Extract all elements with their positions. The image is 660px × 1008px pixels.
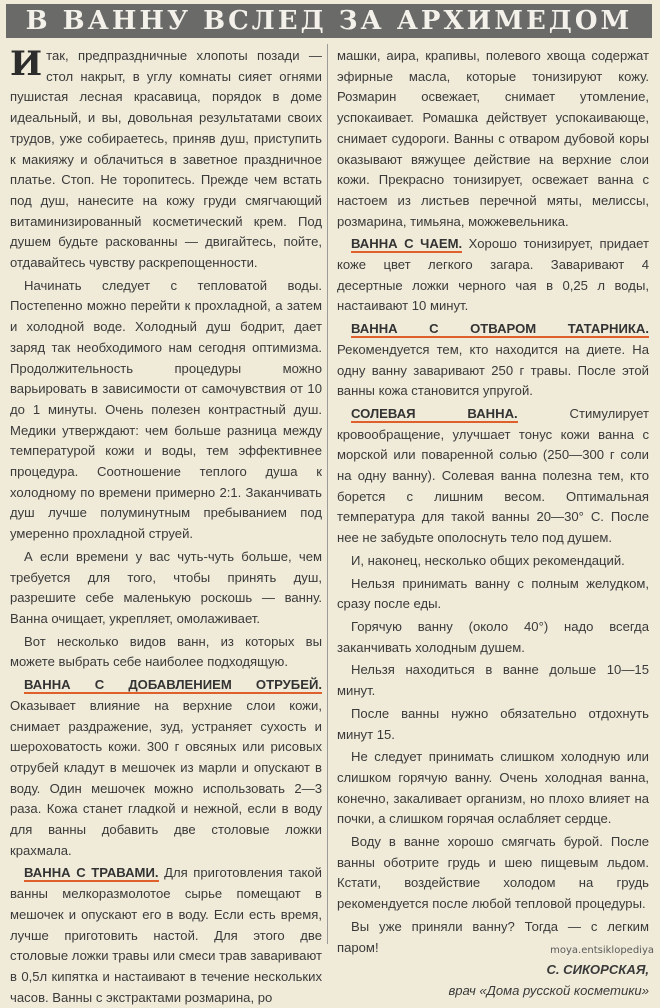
paragraph: Воду в ванне хорошо смягчать бурой. После ванны оботрите грудь и шею пищевым льдом. Кстати, воздействие холодом на грудь рекомендуется после любой тепловой процедуры.: [337, 834, 649, 912]
section-text: Рекомендуется тем, кто находится на диете. На одну ванну заваривают 250 г травы. После этой ванны кожа становится упругой.: [337, 341, 649, 399]
paragraph: Горячую ванну (около 40°) надо всегда заканчивать холодным душем.: [337, 618, 649, 655]
signature-name: С. СИКОРСКАЯ,: [546, 962, 649, 978]
paragraph: Начинать следует с тепловатой воды. Постепенно можно перейти к прохладной, а затем и холодной воде. Холодный душ бодрит, дает заряд так необходимого нам сегодня оптимизма. Продолжительность процедуры можно варьировать в зависимости от самочувствия от 10 до 1 минуты. Очень полезен контрастный душ. Медики утверждают: чем больше разница между температурой кожи и воды, тем эффективнее процедура. Соотношение теплого душа к холодному по времени примерно 2:1. Заканчивать душ лучше полуминутным пребыванием под умеренно прохладной струей.: [10, 277, 322, 542]
section-text: Стимулирует кровообращение, улучшает тонус кожи ванна с морской или поваренной солью (250—300 г соли на одну ванну). Солевая ванна полезна тем, кто борется с лишним весом. Оптимальная температура для такой ванны 20—30° С. После нее не забудьте ополоснуть тело под душем.: [337, 405, 649, 546]
section-heading: ВАННА С ТРАВАМИ.: [24, 865, 159, 881]
intro-text: так, предпраздничные хлопоты позади — стол накрыт, в углу комнаты сияет огнями пушистая лесная красавица, порядок в доме идеальный, и вы, довольная результатами своих трудов, уже собираетесь, приняв душ, приступить к макияжу и облачиться в заветное праздничное платье. Стоп. Не торопитесь. Прежде чем встать под душ, нанесите на кожу груди смягчающий витаминизированный косметический крем. Под душем будьте раскованны — двигайтесь, пойте, отдавайтесь чувству раскрепощенности.: [10, 48, 322, 271]
paragraph: Не следует принимать слишком холодную или слишком горячую ванну. Очень холодная ванна, конечно, закаливает организм, но плохо влияет на почки, а слишком горячая ослабляет сердце.: [337, 749, 649, 827]
column-right: [337, 46, 649, 1002]
section-heading: ВАННА С ЧАЕМ.: [351, 236, 463, 252]
section-tea: [337, 234, 649, 317]
column-divider: [327, 44, 328, 944]
paragraph: И, наконец, несколько общих рекомендаций.: [351, 552, 625, 568]
section-herbs: [10, 863, 322, 1008]
page-title: В ВАННУ ВСЛЕД ЗА АРХИМЕДОМ: [25, 6, 633, 36]
paragraph: Вы уже приняли ванну? Тогда — с легким паром!: [337, 918, 649, 955]
column-left: [10, 46, 322, 1008]
section-tatar: [337, 319, 649, 402]
paragraph: Нельзя находиться в ванне дольше 10—15 минут.: [337, 662, 649, 699]
section-heading: ВАННА С ОТВАРОМ ТАТАРНИКА.: [351, 321, 649, 337]
section-text: Хорошо тонизирует, придает коже цвет легкого загара. Заваривают 4 десертные ложки черного чая в 0,25 л воды, настаивают 10 минут.: [337, 236, 649, 314]
paragraph: После ванны нужно обязательно отдохнуть минут 15.: [337, 705, 649, 742]
paragraph: Вот несколько видов ванн, из которых вы можете выбрать себе наиболее подходящую.: [10, 633, 322, 670]
section-heading: СОЛЕВАЯ ВАННА.: [351, 405, 518, 421]
section-bran: [10, 675, 322, 861]
paragraph: Нельзя принимать ванну с полным желудком, сразу после еды.: [337, 575, 649, 612]
intro-paragraph: [10, 46, 322, 274]
paragraph: А если времени у вас чуть-чуть больше, чем требуется для того, чтобы принять душ, разрешите себе маленькую роскошь — ванну. Ванна очищает, укрепляет, омолаживает.: [10, 548, 322, 626]
section-text: Для приготовления такой ванны мелкоразмолотое сырье помещают в мешочек и опускают его в воду. Если есть время, лучше приготовить настой. Для этого две столовые ложки травы или смеси трав заваривают в 0,5л кипятка и настаивают в течение нескольких часов. Ванны с экстрактами розмарина, ро: [10, 865, 322, 1005]
section-heading: ВАННА С ДОБАВЛЕНИЕМ ОТРУБЕЙ.: [24, 677, 322, 693]
section-salt: [337, 404, 649, 549]
drop-cap: И: [10, 44, 43, 84]
section-text: Оказывает влияние на верхние слои кожи, снимает раздражение, зуд, устраняет сухость и шероховатость кожи. 300 г овсяных или рисовых отрубей кладут в мешочек из марли и опускают в воду. Один мешочек можно использовать 2—3 раза. Кожа станет гладкой и нежной, если в воду для ванны добавить две столовые ложки крахмала.: [10, 697, 322, 858]
paragraph: машки, аира, крапивы, полевого хвоща содержат эфирные масла, которые тонизируют кожу. Розмарин освежает, снимает утомление, успокаивает. Ромашка действует успокаивающе, снимает судороги. Ванны с отваром дубовой коры оказывают вяжущее действие на верхние слои кожи. Прекрасно тонизирует, освежает ванна с настоем из листьев перечной мяты, мелиссы, розмарина, тимьяна, можжевельника.: [337, 48, 649, 229]
title-banner: [6, 4, 652, 38]
source-watermark: moya.entsiklopediya: [550, 945, 654, 956]
signature-role: врач «Дома русской косметики»: [448, 982, 649, 998]
